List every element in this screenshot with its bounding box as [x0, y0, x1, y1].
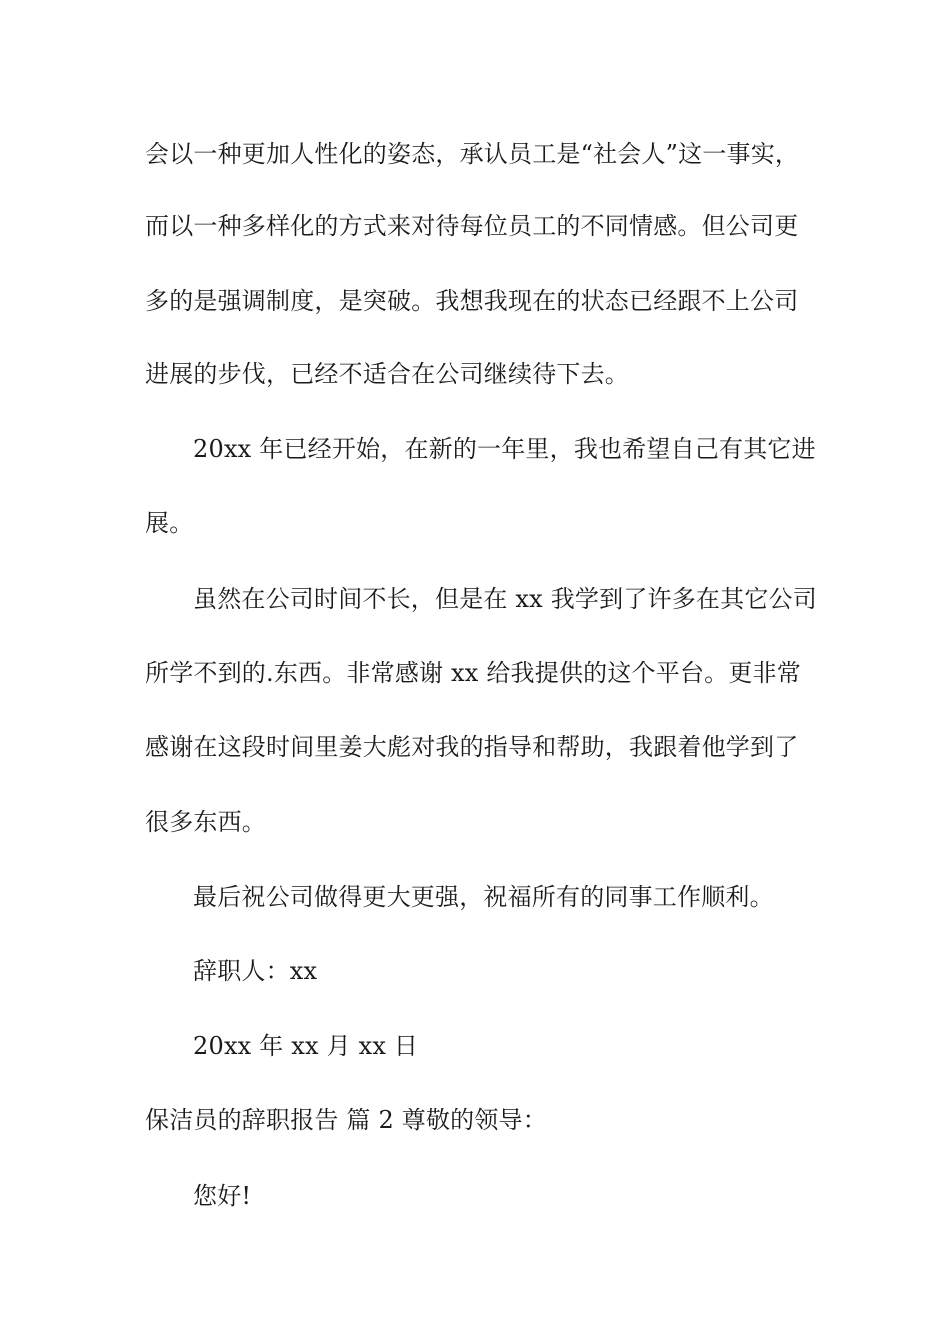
paragraph-line: 很多东西。	[145, 808, 266, 836]
greeting-line: 您好!	[193, 1182, 252, 1210]
date-line: 20xx 年 xx 月 xx 日	[193, 1032, 419, 1060]
paragraph-line: 20xx 年已经开始，在新的一年里，我也希望自己有其它进	[193, 435, 816, 463]
paragraph-line: 而以一种多样化的方式来对待每位员工的不同情感。但公司更	[145, 212, 799, 240]
signature-line: 辞职人：xx	[193, 957, 318, 985]
paragraph-line: 虽然在公司时间不长，但是在 xx 我学到了许多在其它公司	[193, 585, 817, 613]
paragraph-line: 会以一种更加人性化的姿态，承认员工是“社会人”这一事实，	[145, 140, 800, 168]
paragraph-line: 进展的步伐，已经不适合在公司继续待下去。	[145, 360, 629, 388]
paragraph-line: 所学不到的.东西。非常感谢 xx 给我提供的这个平台。更非常	[145, 659, 801, 687]
section-heading: 保洁员的辞职报告 篇 2 尊敬的领导：	[145, 1106, 547, 1134]
paragraph-line: 多的是强调制度，是突破。我想我现在的状态已经跟不上公司	[145, 287, 799, 315]
paragraph-line: 感谢在这段时间里姜大彪对我的指导和帮助，我跟着他学到了	[145, 733, 799, 761]
paragraph-line: 展。	[145, 509, 194, 537]
paragraph-line: 最后祝公司做得更大更强，祝福所有的同事工作顺利。	[193, 883, 774, 911]
